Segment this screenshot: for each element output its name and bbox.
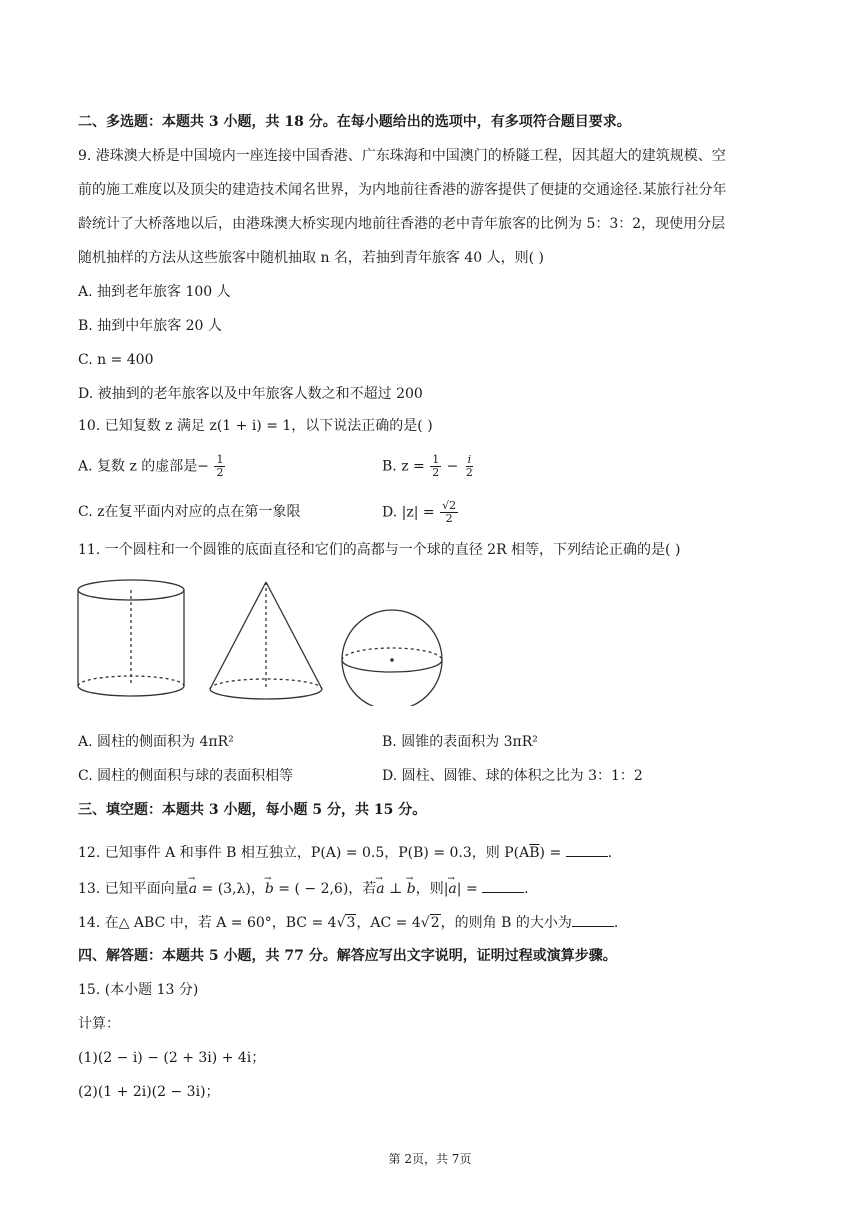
fraction-denominator: 2 <box>445 512 453 525</box>
q10-option-d-text: D. |z| = <box>382 504 435 521</box>
q10-stem: 10. 已知复数 z 满足 z(1 + i) = 1，以下说法正确的是( ) <box>78 418 433 434</box>
q9-option-d: D. 被抽到的老年旅客以及中年旅客人数之和不超过 200 <box>78 386 423 402</box>
fraction-denominator: 2 <box>432 466 440 479</box>
q10-option-b <box>382 454 476 479</box>
vector-b: → b <box>265 879 274 899</box>
q14-suffix: ，的则角 B 的大小为 <box>440 915 572 931</box>
q9-line4: 随机抽样的方法从这些旅客中随机抽取 n 名，若抽到青年旅客 40 人，则( ) <box>78 250 545 266</box>
q13-prefix: 13. 已知平面向量 <box>78 881 189 897</box>
q12-suffix: ) = <box>539 845 566 861</box>
vector-a: → a <box>189 879 197 899</box>
sqrt-symbol: √ <box>336 915 346 931</box>
fraction-numerator: √2 <box>442 499 457 512</box>
section2-heading: 二、多选题：本题共 3 小题，共 18 分。在每小题给出的选项中，有多项符合题目要求。 <box>78 114 631 130</box>
q13-mid1: = (3,λ)， <box>197 881 265 897</box>
minus-sign: − <box>446 458 459 475</box>
q13-end: . <box>524 881 529 897</box>
q14 <box>78 912 618 933</box>
sqrt-symbol-2: √ <box>420 915 430 931</box>
q9-option-a: A. 抽到老年旅客 100 人 <box>78 284 231 300</box>
q14-prefix: 14. 在△ ABC 中，若 A = 60°，BC = 4 <box>78 915 337 931</box>
q15-part1: (1)(2 − i) − (2 + 3i) + 4i； <box>78 1050 266 1066</box>
q13 <box>78 878 529 899</box>
q14-end: . <box>613 915 619 931</box>
q11-option-a: A. 圆柱的侧面积为 4πR² <box>78 734 234 750</box>
vector-b-2: → b <box>407 879 416 899</box>
q9-line1: 9. 港珠澳大桥是中国境内一座连接中国香港、广东珠海和中国澳门的桥隧工程，因其超大的建筑规模、空 <box>78 148 726 164</box>
cylinder-figure <box>78 580 184 696</box>
vector-a-2: → a <box>376 879 384 899</box>
fraction-sqrt2-half <box>440 500 458 525</box>
fraction-one-half-b <box>430 454 441 479</box>
q10-option-a <box>78 454 226 479</box>
q10-option-c: C. z在复平面内对应的点在第一象限 <box>78 504 301 520</box>
q15-part2: (2)(1 + 2i)(2 − 3i)； <box>78 1084 220 1100</box>
fraction-numerator: i <box>467 453 472 466</box>
section3-heading: 三、填空题：本题共 3 小题，每小题 5 分，共 15 分。 <box>78 802 427 818</box>
cone-figure <box>210 582 322 699</box>
q9-line3: 龄统计了大桥落地以后，由港珠澳大桥实现内地前往香港的老中青年旅客的比例为 5：3：2，现使用分层 <box>78 216 726 232</box>
q14-sqrt3: 3 <box>346 915 356 931</box>
fraction-one-half <box>214 454 225 479</box>
q12-answer-blank[interactable] <box>566 842 608 857</box>
q9-option-b: B. 抽到中年旅客 20 人 <box>78 318 222 334</box>
fraction-numerator: 1 <box>216 453 224 466</box>
q12-end: . <box>607 845 613 861</box>
q13-mid5: | = <box>456 881 483 897</box>
sphere-figure <box>342 610 442 706</box>
q11-figures <box>74 576 454 706</box>
q9-line2: 前的施工难度以及顶尖的建造技术闻名世界，为内地前往香港的游客提供了便捷的交通途径.某旅行社分年 <box>78 182 727 198</box>
q13-mid3: ⊥ <box>384 881 407 897</box>
q12-complement-b: $\overline{B}$ <box>529 845 540 861</box>
q11-option-d: D. 圆柱、圆锥、球的体积之比为 3：1：2 <box>382 768 643 784</box>
q13-mid2: = ( − 2,6)，若 <box>273 881 377 897</box>
q11-stem: 11. 一个圆柱和一个圆锥的底面直径和它们的高都与一个球的直径 2R 相等，下列结论正确的是( ) <box>78 542 681 558</box>
q12-prefix: 12. 已知事件 A 和事件 B 相互独立，P(A) = 0.5，P(B) = 0.3，则 P(A <box>78 845 530 861</box>
q11-option-b: B. 圆锥的表面积为 3πR² <box>382 734 538 750</box>
q14-mid: ，AC = 4 <box>356 915 421 931</box>
q9-option-c: C. n = 400 <box>78 352 154 368</box>
q14-answer-blank[interactable] <box>572 912 614 927</box>
fraction-numerator: 1 <box>432 453 440 466</box>
q11-option-c: C. 圆柱的侧面积与球的表面积相等 <box>78 768 294 784</box>
q13-answer-blank[interactable] <box>482 878 524 893</box>
vector-a-3: → a <box>448 879 456 899</box>
q10-option-d <box>382 500 459 525</box>
q14-sqrt2: 2 <box>430 915 440 931</box>
q15-intro: 计算： <box>78 1016 120 1032</box>
page-footer: 第 2页，共 7页 <box>388 1152 472 1166</box>
q10-option-b-text: B. z = <box>382 458 425 475</box>
fraction-i-half <box>464 454 475 479</box>
section4-heading: 四、解答题：本题共 5 小题，共 77 分。解答应写出文字说明，证明过程或演算步骤。 <box>78 948 617 964</box>
q15-title: 15. (本小题 13 分) <box>78 982 199 998</box>
fraction-denominator: 2 <box>465 466 473 479</box>
fraction-denominator: 2 <box>216 466 224 479</box>
q10-option-a-text: A. 复数 z 的虚部是− <box>78 458 210 475</box>
q12 <box>78 842 612 863</box>
q13-mid4: ，则| <box>415 881 449 897</box>
